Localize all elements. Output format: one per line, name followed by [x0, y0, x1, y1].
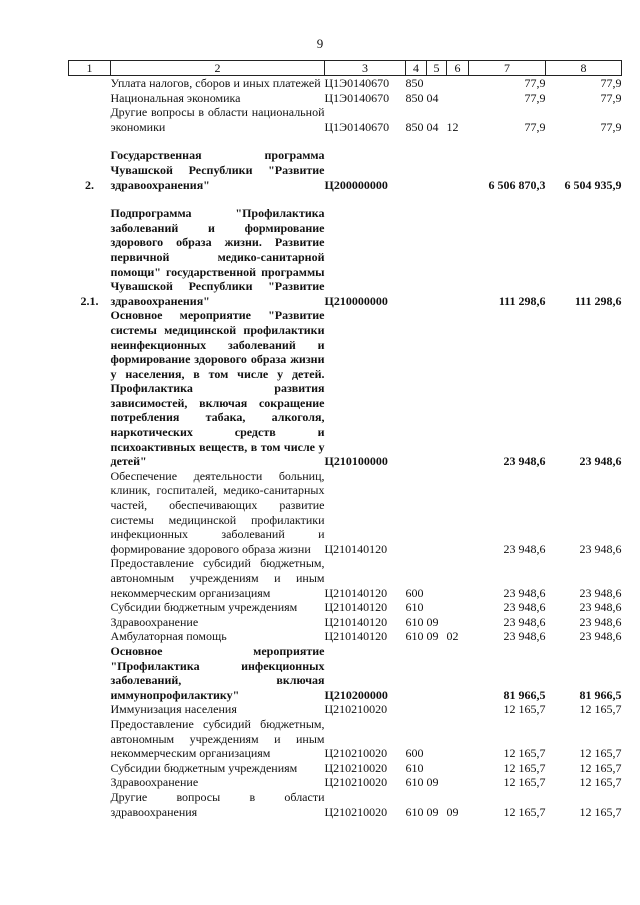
row-number: [69, 91, 111, 106]
amount-year-2: 77,9: [600, 76, 622, 90]
target-article-code: Ц210000000: [324, 293, 388, 308]
section-code: [427, 556, 447, 600]
table-row: [69, 105, 622, 134]
row-name: Иммунизация населения: [110, 702, 237, 717]
expense-type-code: 850: [405, 119, 424, 134]
row-number: [69, 761, 111, 776]
section-code: [427, 469, 447, 557]
amount-year-2: 23 948,6: [579, 585, 622, 600]
row-name: Уплата налогов, сборов и иных платежей: [110, 76, 321, 90]
table-row: [69, 469, 622, 557]
subsection-code: [447, 702, 469, 717]
expense-type-code: 600: [405, 746, 424, 761]
row-name: Здравоохранение: [110, 775, 199, 790]
amount-year-1: 12 165,7: [503, 746, 546, 761]
section-code: 09: [426, 775, 439, 790]
section-code: [427, 644, 447, 702]
amount-year-1: 23 948,6: [503, 541, 546, 556]
amount-year-1: 23 948,6: [503, 600, 546, 615]
row-number: [69, 105, 111, 134]
target-article-code: Ц210210020: [324, 775, 388, 790]
spacer-cell: [69, 192, 622, 206]
target-article-code: Ц1Э0140670: [324, 76, 390, 90]
header-col-7: 7: [469, 61, 546, 76]
row-number: [69, 556, 111, 600]
amount-year-2: 23 948,6: [579, 454, 622, 469]
spacer-row: [69, 192, 622, 206]
table-header-row: [69, 61, 622, 76]
expense-type-code: [406, 206, 427, 308]
row-name: Обеспечение деятельности больниц, клиник, госпиталей, медико-санитарных частей, обеспечивающих развитие системы медицинской профилактики инфекционных заболеваний и формирование здорового образа жизни: [110, 468, 325, 556]
row-number: [69, 469, 111, 557]
expense-type-code: 610: [405, 804, 424, 819]
expense-type-code: 610: [405, 629, 424, 644]
target-article-code: Ц210140120: [324, 585, 388, 600]
target-article-code: Ц210210020: [324, 746, 388, 761]
subsection-code: [447, 206, 469, 308]
section-code: [427, 761, 447, 776]
amount-year-1: 12 165,7: [503, 804, 546, 819]
table-row: [69, 91, 622, 106]
amount-year-2: 23 948,6: [579, 541, 622, 556]
expense-type-code: [406, 148, 427, 192]
row-number: [69, 76, 111, 91]
header-col-5: 5: [427, 61, 447, 76]
target-article-code: Ц210140120: [324, 541, 388, 556]
table-row: [69, 790, 622, 819]
subsection-code: [447, 308, 469, 469]
target-article-code: Ц210100000: [324, 454, 388, 469]
subsection-code: [447, 469, 469, 557]
amount-year-1: 23 948,6: [503, 585, 546, 600]
amount-year-2: 12 165,7: [579, 760, 622, 775]
table-row: [69, 761, 622, 776]
amount-year-2: 111 298,6: [574, 293, 622, 308]
expense-type-code: 610: [405, 614, 424, 629]
row-name: Национальная экономика: [110, 90, 241, 105]
subsection-code: [447, 644, 469, 702]
amount-year-2: 23 948,6: [579, 600, 622, 615]
amount-year-2: 77,9: [600, 119, 622, 134]
row-number: [69, 644, 111, 702]
expense-type-code: 600: [405, 585, 424, 600]
row-name: Подпрограмма "Профилактика заболеваний и формирование здорового образа жизни. Развитие первичной медико-санитарной помощи" государственной программы Чувашской Республики "Развитие здравоохранения": [110, 206, 325, 308]
target-article-code: Ц210210020: [324, 702, 388, 717]
table-row: [69, 629, 622, 644]
section-code: [427, 600, 447, 615]
expense-type-code: 610: [405, 600, 424, 615]
amount-year-1: 12 165,7: [503, 702, 546, 717]
amount-year-2: 12 165,7: [579, 702, 622, 717]
expense-type-code: 610: [405, 775, 424, 790]
table-row: [69, 702, 622, 717]
section-code: [427, 148, 447, 192]
row-number: [69, 600, 111, 615]
table-row: [69, 615, 622, 630]
subsection-code: [447, 76, 469, 91]
amount-year-1: 111 298,6: [498, 293, 546, 308]
row-name: Здравоохранение: [110, 614, 199, 629]
header-col-8: 8: [546, 61, 622, 76]
amount-year-1: 12 165,7: [503, 775, 546, 790]
header-col-4: 4: [406, 61, 427, 76]
subsection-code: [447, 148, 469, 192]
table-row: [69, 206, 622, 308]
section-code: [427, 206, 447, 308]
amount-year-1: 12 165,7: [503, 760, 546, 775]
amount-year-2: 81 966,5: [579, 687, 622, 702]
section-code: [427, 76, 447, 91]
table-row: [69, 76, 622, 91]
expense-type-code: [406, 644, 427, 702]
target-article-code: Ц210210020: [324, 804, 388, 819]
row-number: 2.: [85, 177, 94, 192]
header-col-2: 2: [111, 61, 325, 76]
amount-year-2: 12 165,7: [579, 746, 622, 761]
expense-type-code: 610: [405, 760, 424, 775]
amount-year-2: 12 165,7: [579, 804, 622, 819]
subsection-code: 02: [446, 629, 459, 644]
amount-year-2: 23 948,6: [579, 629, 622, 644]
table-row: [69, 644, 622, 702]
amount-year-1: 77,9: [524, 119, 546, 134]
header-col-6: 6: [447, 61, 469, 76]
row-number: [69, 615, 111, 630]
row-name: Основное мероприятие "Профилактика инфекционных заболеваний, включая иммунопрофилактику": [110, 643, 325, 702]
subsection-code: [447, 775, 469, 790]
table-row: [69, 717, 622, 761]
expense-type-code: 850: [405, 76, 424, 90]
row-number: [69, 308, 111, 469]
target-article-code: Ц210200000: [324, 687, 388, 702]
row-number: [69, 775, 111, 790]
subsection-code: [447, 615, 469, 630]
budget-table: [68, 60, 622, 819]
row-number: 2.1.: [80, 293, 99, 308]
target-article-code: Ц210140120: [324, 614, 388, 629]
section-code: 09: [426, 614, 439, 629]
expense-type-code: [406, 469, 427, 557]
table-row: [69, 600, 622, 615]
row-name: Основное мероприятие "Развитие системы медицинской профилактики неинфекционных заболеваний и формирование здорового образа жизни у населения, в том числе у детей. Профилактика развития зависимостей, включая сокращение потребления табака, алкоголя, наркотических средств и психоактивных веществ, в том числе у детей": [110, 308, 325, 469]
amount-year-1: 23 948,6: [503, 454, 546, 469]
table-row: [69, 556, 622, 600]
section-code: 09: [426, 629, 439, 644]
table-row: [69, 775, 622, 790]
expense-type-code: [406, 308, 427, 469]
amount-year-1: 23 948,6: [503, 614, 546, 629]
row-name: Другие вопросы в области здравоохранения: [110, 789, 325, 819]
row-number: [69, 790, 111, 819]
section-code: [427, 702, 447, 717]
row-name: Предоставление субсидий бюджетным, автономным учреждениям и иным некоммерческим организациям: [110, 716, 325, 761]
subsection-code: [447, 91, 469, 106]
row-name: Амбулаторная помощь: [110, 629, 227, 644]
spacer-cell: [69, 134, 622, 148]
subsection-code: [447, 600, 469, 615]
amount-year-1: 77,9: [524, 90, 546, 105]
target-article-code: Ц200000000: [324, 177, 388, 192]
amount-year-1: 6 506 870,3: [488, 177, 546, 192]
target-article-code: Ц210140120: [324, 629, 388, 644]
expense-type-code: [406, 702, 427, 717]
target-article-code: Ц210140120: [324, 600, 388, 615]
row-name: Субсидии бюджетным учреждениям: [110, 760, 298, 775]
section-code: 09: [426, 804, 439, 819]
row-number: [69, 717, 111, 761]
table-row: [69, 148, 622, 192]
row-name: Другие вопросы в области национальной экономики: [110, 105, 325, 134]
subsection-code: [447, 556, 469, 600]
amount-year-2: 23 948,6: [579, 614, 622, 629]
row-name: Предоставление субсидий бюджетным, автономным учреждениям и иным некоммерческим организациям: [110, 556, 325, 600]
row-name: Государственная программа Чувашской Республики "Развитие здравоохранения": [110, 148, 325, 192]
page-number: 9: [316, 36, 324, 51]
section-code: [427, 717, 447, 761]
section-code: 04: [426, 90, 439, 105]
expense-type-code: 850: [405, 90, 424, 105]
amount-year-2: 12 165,7: [579, 775, 622, 790]
spacer-row: [69, 134, 622, 148]
amount-year-1: 77,9: [524, 76, 546, 90]
amount-year-1: 23 948,6: [503, 629, 546, 644]
amount-year-2: 77,9: [600, 90, 622, 105]
section-code: 04: [426, 119, 439, 134]
amount-year-2: 6 504 935,9: [564, 177, 622, 192]
target-article-code: Ц210210020: [324, 760, 388, 775]
target-article-code: Ц1Э0140670: [324, 119, 390, 134]
subsection-code: [447, 717, 469, 761]
subsection-code: 12: [446, 119, 459, 134]
row-number: [69, 629, 111, 644]
header-col-1: 1: [69, 61, 111, 76]
section-code: [427, 308, 447, 469]
header-col-3: 3: [325, 61, 406, 76]
subsection-code: 09: [446, 804, 459, 819]
amount-year-1: 81 966,5: [503, 687, 546, 702]
subsection-code: [447, 761, 469, 776]
row-number: [69, 702, 111, 717]
table-row: [69, 308, 622, 469]
row-name: Субсидии бюджетным учреждениям: [110, 600, 298, 615]
table-body: [69, 76, 622, 820]
target-article-code: Ц1Э0140670: [324, 90, 390, 105]
